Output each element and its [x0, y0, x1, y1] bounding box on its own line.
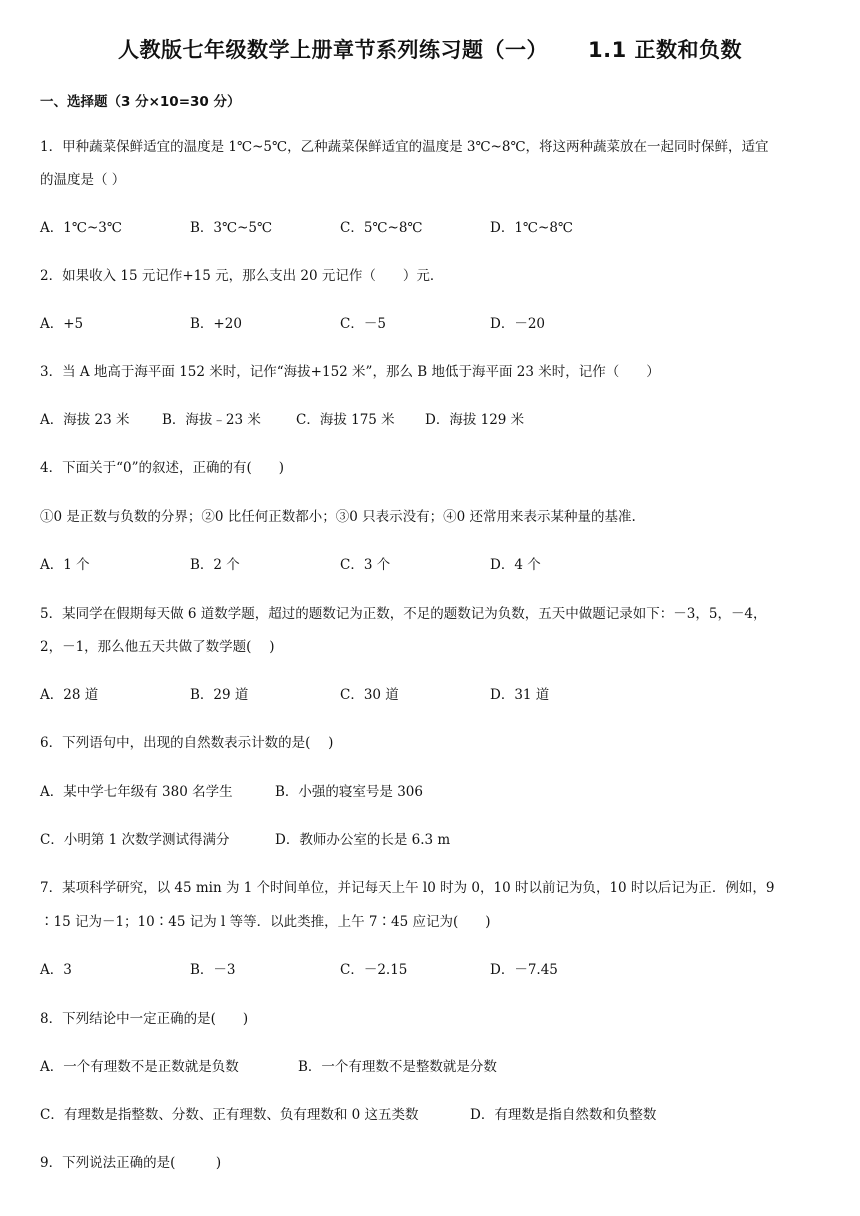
option-d: D．－20: [490, 316, 546, 332]
question-2-stem-line-1: 2．如果收入 15 元记作+15 元，那么支出 20 元记作（ ）元．: [40, 268, 444, 284]
option-a: A．1℃~3℃: [40, 220, 122, 236]
option-c: C．有理数是指整数、分数、正有理数、负有理数和 0 这五类数: [40, 1107, 419, 1123]
option-b: B．3℃~5℃: [190, 220, 273, 236]
question-4-stem-line-2: ①0 是正数与负数的分界；②0 比任何正数都小；③0 只表示没有；④0 还常用来表示某种量的基准.: [40, 509, 636, 525]
question-3-options: [40, 410, 830, 430]
question-5-stem-line-1: 5．某同学在假期每天做 6 道数学题，超过的题数记为正数，不足的题数记为负数，五天中做题记录如下：－3，5，－4，: [40, 606, 767, 622]
option-c: C．海拔 175 米: [296, 412, 395, 428]
question-2-options: [40, 314, 830, 334]
question-1-options: [40, 218, 830, 238]
option-b: B．2 个: [190, 557, 240, 573]
option-a: A．1 个: [40, 557, 90, 573]
question-6-stem-line-1: 6．下列语句中，出现的自然数表示计数的是( ): [40, 735, 334, 751]
option-c: C．小明第 1 次数学测试得满分: [40, 832, 230, 848]
option-d: D．－7.45: [490, 962, 558, 978]
option-c: C．5℃~8℃: [340, 220, 423, 236]
question-9-stem-line-1: 9．下列说法正确的是( ): [40, 1155, 222, 1171]
option-b: B．+20: [190, 316, 242, 332]
title-main: 人教版七年级数学上册章节系列练习题（一）: [117, 38, 548, 62]
option-d: D．1℃~8℃: [490, 220, 574, 236]
option-d: D．有理数是指自然数和负整数: [470, 1107, 657, 1123]
question-5-stem-line-2: 2，－1，那么他五天共做了数学题( ): [40, 639, 275, 655]
question-8-options-row-1: [40, 1057, 830, 1077]
option-d: D．31 道: [490, 687, 550, 703]
question-5-options: [40, 685, 830, 705]
question-7-stem-line-2: ∶15 记为－1；10∶45 记为 l 等等．以此类推，上午 7∶45 应记为( ): [40, 914, 491, 930]
option-d: D．教师办公室的长是 6.3 m: [275, 832, 451, 848]
question-7-options: [40, 960, 830, 980]
question-1-stem-line-2: 的温度是（ ）: [40, 172, 126, 188]
question-4-options: [40, 555, 830, 575]
option-c: C．－5: [340, 316, 386, 332]
question-8-stem-line-1: 8．下列结论中一定正确的是( ): [40, 1011, 249, 1027]
question-4-stem-line-1: 4．下面关于“0”的叙述，正确的有( ): [40, 460, 285, 476]
question-1-stem-line-1: 1．甲种蔬菜保鲜适宜的温度是 1℃~5℃，乙种蔬菜保鲜适宜的温度是 3℃~8℃，将这两种蔬菜放在一起同时保鲜，适宜: [40, 139, 769, 155]
option-b: B．海拔﹣23 米: [162, 412, 261, 428]
option-c: C．30 道: [340, 687, 399, 703]
option-b: B．29 道: [190, 687, 249, 703]
question-3-stem-line-1: 3．当 A 地高于海平面 152 米时，记作“海拔+152 米”，那么 B 地低于海平面 23 米时，记作（ ）: [40, 364, 660, 380]
option-b: B．－3: [190, 962, 236, 978]
option-a: A．某中学七年级有 380 名学生: [40, 784, 233, 800]
option-a: A．+5: [40, 316, 84, 332]
question-6-options-row-1: [40, 782, 830, 802]
question-7-stem-line-1: 7．某项科学研究，以 45 min 为 1 个时间单位，并记每天上午 l0 时为 0，10 时以前记为负，10 时以后记为正．例如，9: [40, 880, 775, 896]
option-a: A．28 道: [40, 687, 99, 703]
option-d: D．4 个: [490, 557, 541, 573]
title-sub: 1.1 正数和负数: [587, 38, 742, 62]
option-b: B．小强的寝室号是 306: [275, 784, 423, 800]
option-b: B．一个有理数不是整数就是分数: [298, 1059, 497, 1075]
option-a: A．3: [40, 962, 72, 978]
option-a: A．一个有理数不是正数就是负数: [40, 1059, 239, 1075]
option-c: C．－2.15: [340, 962, 408, 978]
option-a: A．海拔 23 米: [40, 412, 130, 428]
option-d: D．海拔 129 米: [425, 412, 525, 428]
section-heading: 一、选择题（3 分×10=30 分）: [40, 94, 241, 110]
question-6-options-row-2: [40, 830, 830, 850]
question-8-options-row-2: [40, 1105, 830, 1125]
option-c: C．3 个: [340, 557, 391, 573]
page-title: [0, 34, 860, 64]
